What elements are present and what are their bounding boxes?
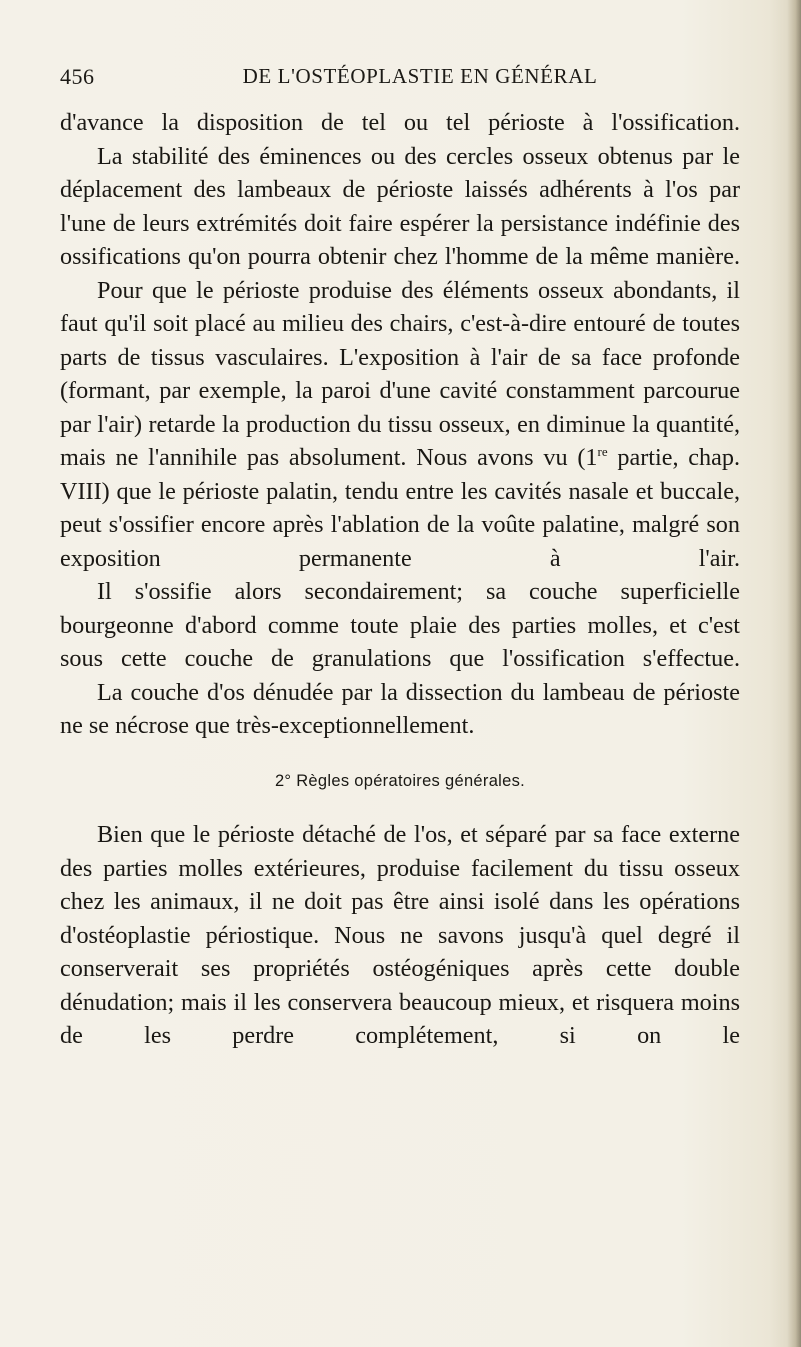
- page-number: 456: [60, 64, 95, 89]
- section-heading: 2° Règles opératoires générales.: [274, 772, 526, 790]
- paragraph: La couche d'os dénudée par la dissection du lambeau de périoste ne se nécrose que très-exceptionnellement.: [60, 678, 740, 739]
- paragraph: d'avance la disposition de tel ou tel périoste à l'ossification.: [60, 109, 740, 136]
- paragraph: Il s'ossifie alors secondairement; sa couche superficielle bourgeonne d'abord comme toute plaie des parties molles, et c'est sous cette couche de granulations que l'ossification s'effectue.: [60, 578, 740, 672]
- body-text: [60, 106, 740, 743]
- paragraph: La stabilité des éminences ou des cercles osseux obtenus par le déplacement des lambeaux de périoste laissés adhérents à l'os par l'une de leurs extrémités doit faire espérer la persistance indéfinie des ossifications qu'on pourra obtenir chez l'homme de la même manière.: [60, 142, 740, 270]
- paragraph-text: Pour que le périoste produise des éléments osseux abondants, il faut qu'il soit placé au milieu des chairs, c'est-à-dire entouré de toutes parts de tissus vasculaires. L'exposition à l'air de sa face profonde (formant, par exemple, la paroi d'une cavité constamment parcourue par l'air) retarde la production du tissu osseux, en diminue la quantité, mais ne l'annihile pas absolument. Nous avons vu (: [60, 276, 740, 471]
- ordinal-superscript: re: [597, 443, 608, 459]
- paragraph: [60, 274, 740, 576]
- paragraph-text: partie, chap. VIII) que le périoste palatin, tendu entre les cavités nasale et buccale, peut s'ossifier encore après l'ablation de la voûte palatine, malgré son exposition permanente à l'air.: [60, 444, 741, 572]
- ordinal-number: 1: [585, 444, 598, 471]
- page-edge-shadow: [787, 0, 801, 1347]
- body-text-continued: [60, 818, 740, 1053]
- running-head: [60, 64, 740, 94]
- paragraph: Bien que le périoste détaché de l'os, et séparé par sa face externe des parties molles extérieures, produise facilement du tissu osseux chez les animaux, il ne doit pas être ainsi isolé dans les opérations d'ostéoplastie périostique. Nous ne savons jusqu'à quel degré il conserverait ses propriétés ostéogéniques après cette double dénudation; mais il les conservera beaucoup mieux, et risquera moins de les perdre complétement, si on le: [60, 821, 740, 1049]
- running-title: DE L'OSTÉOPLASTIE EN GÉNÉRAL: [242, 64, 598, 88]
